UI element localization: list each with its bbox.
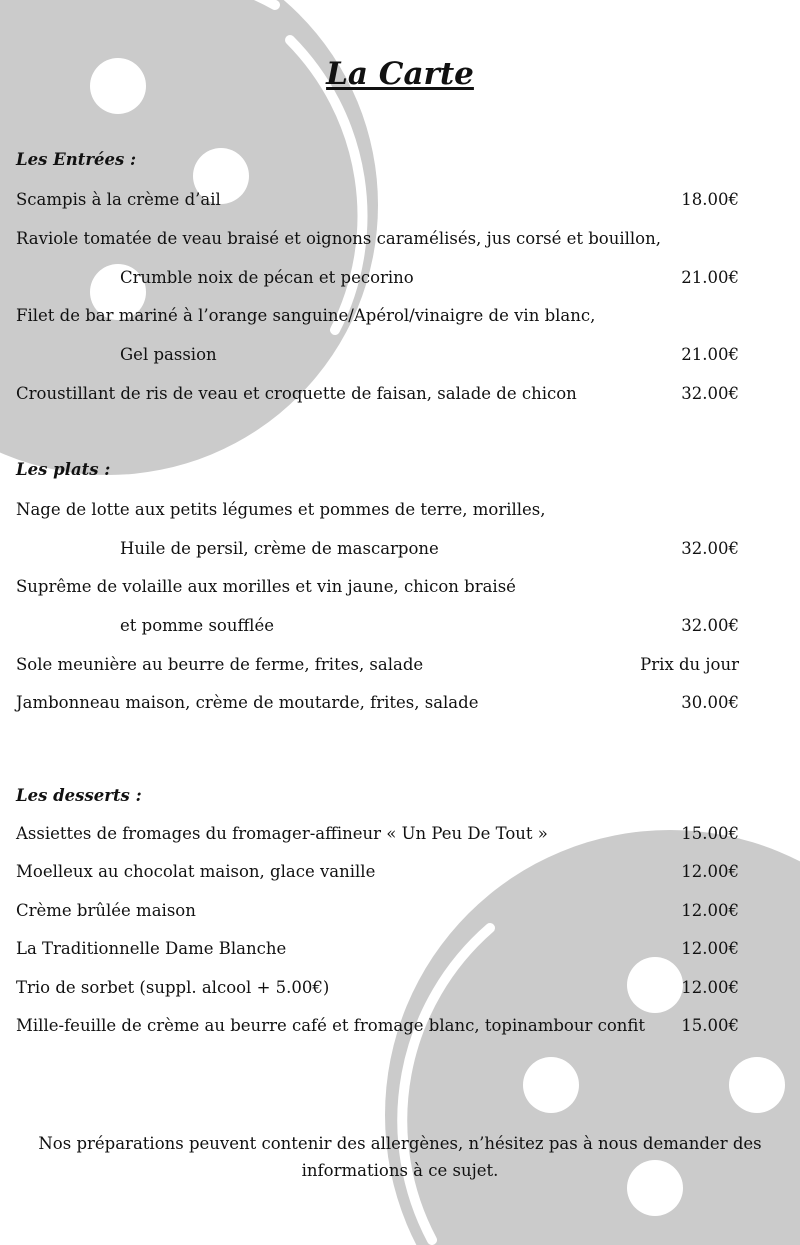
menu-item [16,938,739,960]
item-name: Assiettes de fromages du fromager-affineur « Un Peu De Tout » [16,824,548,843]
item-name: Suprême de volaille aux morilles et vin jaune, chicon braisé [16,577,516,596]
item-price: 21.00€ [681,345,739,364]
menu-item [16,538,739,560]
menu-item [16,228,739,250]
menu-item [16,383,739,405]
item-name: La Traditionnelle Dame Blanche [16,939,287,958]
menu-item [16,189,739,211]
item-price: 32.00€ [681,539,739,558]
item-name: Crumble noix de pécan et pecorino [120,268,414,287]
item-name: et pomme soufflée [120,616,274,635]
page-title: La Carte [326,56,474,92]
item-price: 32.00€ [681,616,739,635]
item-price: 30.00€ [681,693,739,712]
item-name: Huile de persil, crème de mascarpone [120,539,439,558]
item-name: Mille-feuille de crème au beurre café et fromage blanc, topinambour confit [16,1016,646,1035]
item-name: Jambonneau maison, crème de moutarde, frites, salade [16,693,479,712]
item-price: 12.00€ [681,939,739,958]
menu-item [16,615,739,637]
item-name: Trio de sorbet (suppl. alcool + 5.00€) [16,978,330,997]
item-price: 21.00€ [681,268,739,287]
menu-item [16,823,739,845]
item-price: 32.00€ [681,384,739,403]
section-title-plats: Les plats : [16,460,111,479]
item-name: Gel passion [120,345,217,364]
menu-item [16,977,739,999]
menu-item [16,654,739,676]
menu-item [16,1015,739,1037]
item-name: Croustillant de ris de veau et croquette de faisan, salade de chicon [16,384,577,403]
item-price: 12.00€ [681,862,739,881]
item-price: 18.00€ [681,190,739,209]
item-price: 12.00€ [681,901,739,920]
menu-item [16,344,739,366]
item-price: 15.00€ [681,824,739,843]
menu-item [16,576,739,598]
item-name: Raviole tomatée de veau braisé et oignons caramélisés, jus corsé et bouillon, [16,229,661,248]
menu-item [16,499,739,521]
menu-item [16,692,739,714]
item-price: 12.00€ [681,978,739,997]
item-price: Prix du jour [640,655,739,674]
section-title-entrees: Les Entrées : [16,150,137,169]
allergen-notice: Nos préparations peuvent contenir des allergènes, n’hésitez pas à nous demander des informations à ce sujet. [38,1134,762,1180]
section-title-desserts: Les desserts : [16,786,142,805]
item-name: Sole meunière au beurre de ferme, frites, salade [16,655,424,674]
menu-item [16,861,739,883]
menu-item [16,267,739,289]
item-name: Filet de bar mariné à l’orange sanguine/Apérol/vinaigre de vin blanc, [16,306,596,325]
item-name: Crème brûlée maison [16,901,196,920]
menu-item [16,305,739,327]
item-name: Nage de lotte aux petits légumes et pommes de terre, morilles, [16,500,546,519]
menu-item [16,900,739,922]
item-name: Moelleux au chocolat maison, glace vanille [16,862,376,881]
item-name: Scampis à la crème d’ail [16,190,221,209]
item-price: 15.00€ [681,1016,739,1035]
